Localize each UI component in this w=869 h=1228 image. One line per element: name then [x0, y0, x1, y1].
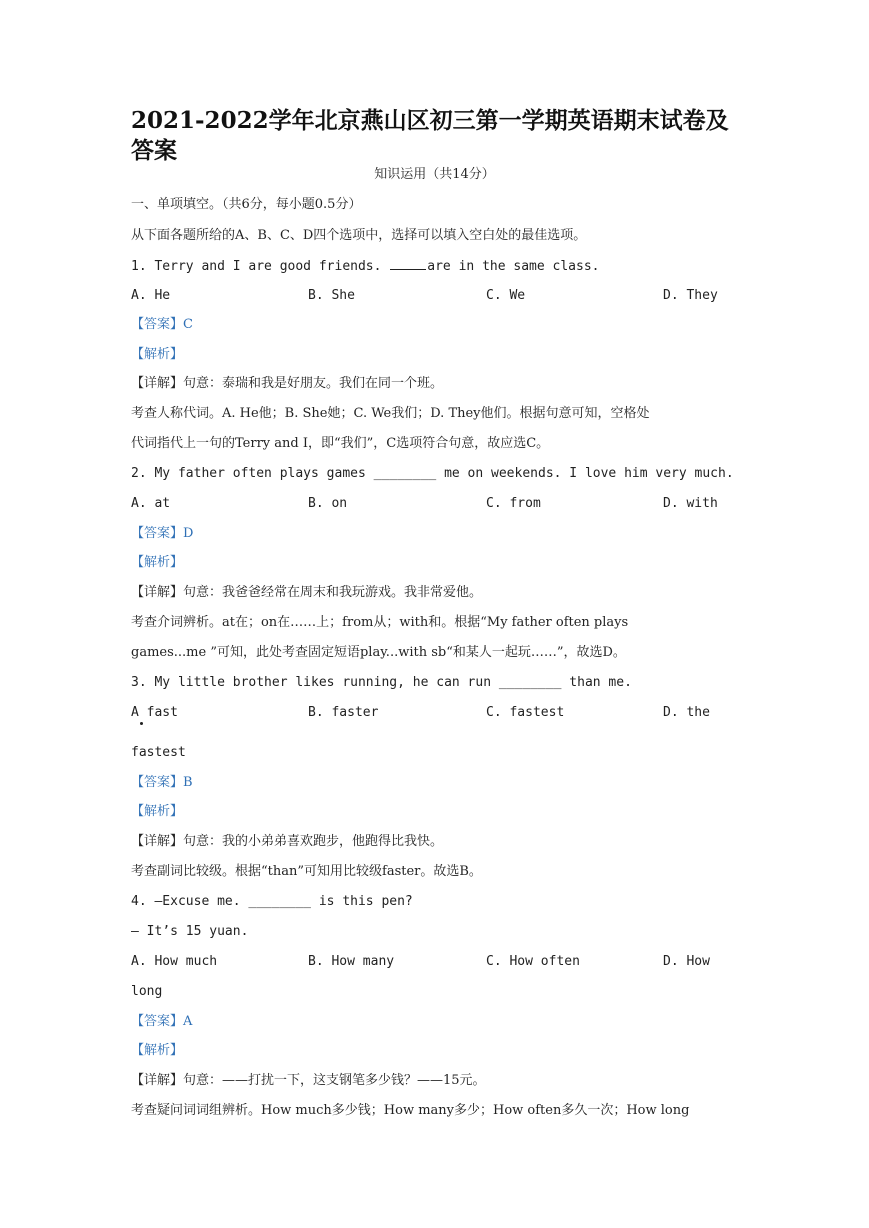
q1-explain-line-2: 代词指代上一句的Terry and I，即“我们”，C选项符合句意，故应选C。 — [131, 436, 550, 451]
q1-option-c: C. We — [486, 288, 526, 303]
q1-option-d: D. They — [663, 288, 718, 303]
answer-blank — [390, 258, 426, 270]
q1-explain-line-1: 考查人称代词。A. He他；B. She她；C. We我们；D. They他们。根据句意可知，空格处 — [131, 406, 650, 421]
q3-option-c: C. fastest — [486, 705, 565, 720]
question-1-stem — [131, 258, 599, 275]
document-title: 2021-2022学年北京燕山区初三第一学期英语期末试卷及答案 — [131, 107, 729, 164]
question-1-stem-end: are in the same class. — [427, 259, 600, 274]
q3-option-a: A fast — [131, 705, 178, 720]
dot-mark — [140, 722, 143, 725]
part1-instruction: 从下面各题所给的A、B、C、D四个选项中，选择可以填入空白处的最佳选项。 — [131, 228, 587, 243]
q3-option-b: B. faster — [308, 705, 379, 720]
q4-detail: 【详解】句意：——打扰一下，这支钢笔多少钱？——15元。 — [131, 1073, 486, 1088]
q4-option-d: D. How — [663, 954, 710, 969]
q3-explain-line-1: 考查副词比较级。根据“than”可知用比较级faster。故选B。 — [131, 864, 482, 879]
question-1-stem-start: 1. Terry and I are good friends. — [131, 259, 390, 274]
q3-answer: 【答案】B — [131, 775, 193, 790]
question-2-stem: 2. My father often plays games ________ me on weekends. I love him very much. — [131, 466, 734, 481]
q4-explain-line-1: 考查疑问词词组辨析。How much多少钱；How many多少；How often多久一次；How long — [131, 1103, 690, 1118]
q2-option-a: A. at — [131, 496, 171, 511]
q2-explain-line-2: games...me ”可知，此处考查固定短语play...with sb“和某人一起玩……”，故选D。 — [131, 645, 626, 660]
q4-analysis-label: 【解析】 — [131, 1043, 184, 1058]
q1-answer: 【答案】C — [131, 317, 193, 332]
q2-option-b: B. on — [308, 496, 348, 511]
q4-option-d-wrap: long — [131, 984, 163, 999]
q3-option-d: D. the — [663, 705, 710, 720]
q2-detail: 【详解】句意：我爸爸经常在周末和我玩游戏。我非常爱他。 — [131, 585, 483, 600]
q4-option-a: A. How much — [131, 954, 218, 969]
q1-detail: 【详解】句意：泰瑞和我是好朋友。我们在同一个班。 — [131, 376, 444, 391]
section-header: 知识运用（共14分） — [374, 167, 495, 182]
q1-option-b: B. She — [308, 288, 355, 303]
q1-analysis-label: 【解析】 — [131, 347, 184, 362]
q2-analysis-label: 【解析】 — [131, 555, 184, 570]
q4-answer: 【答案】A — [131, 1014, 193, 1029]
q3-analysis-label: 【解析】 — [131, 804, 184, 819]
q3-option-d-wrap: fastest — [131, 745, 186, 760]
q3-detail: 【详解】句意：我的小弟弟喜欢跑步，他跑得比我快。 — [131, 834, 444, 849]
question-3-stem: 3. My little brother likes running, he can run ________ than me. — [131, 675, 632, 690]
q1-option-a: A. He — [131, 288, 171, 303]
question-4-stem-2: — It’s 15 yuan. — [131, 924, 249, 939]
part1-heading: 一、单项填空。（共6分，每小题0.5分） — [131, 197, 362, 212]
question-4-stem-1: 4. —Excuse me. ________ is this pen? — [131, 894, 413, 909]
q2-option-c: C. from — [486, 496, 541, 511]
q2-answer: 【答案】D — [131, 526, 194, 541]
q2-option-d: D. with — [663, 496, 718, 511]
q4-option-b: B. How many — [308, 954, 395, 969]
q4-option-c: C. How often — [486, 954, 580, 969]
q2-explain-line-1: 考查介词辨析。at在；on在……上；from从；with和。根据“My father often plays — [131, 615, 629, 630]
